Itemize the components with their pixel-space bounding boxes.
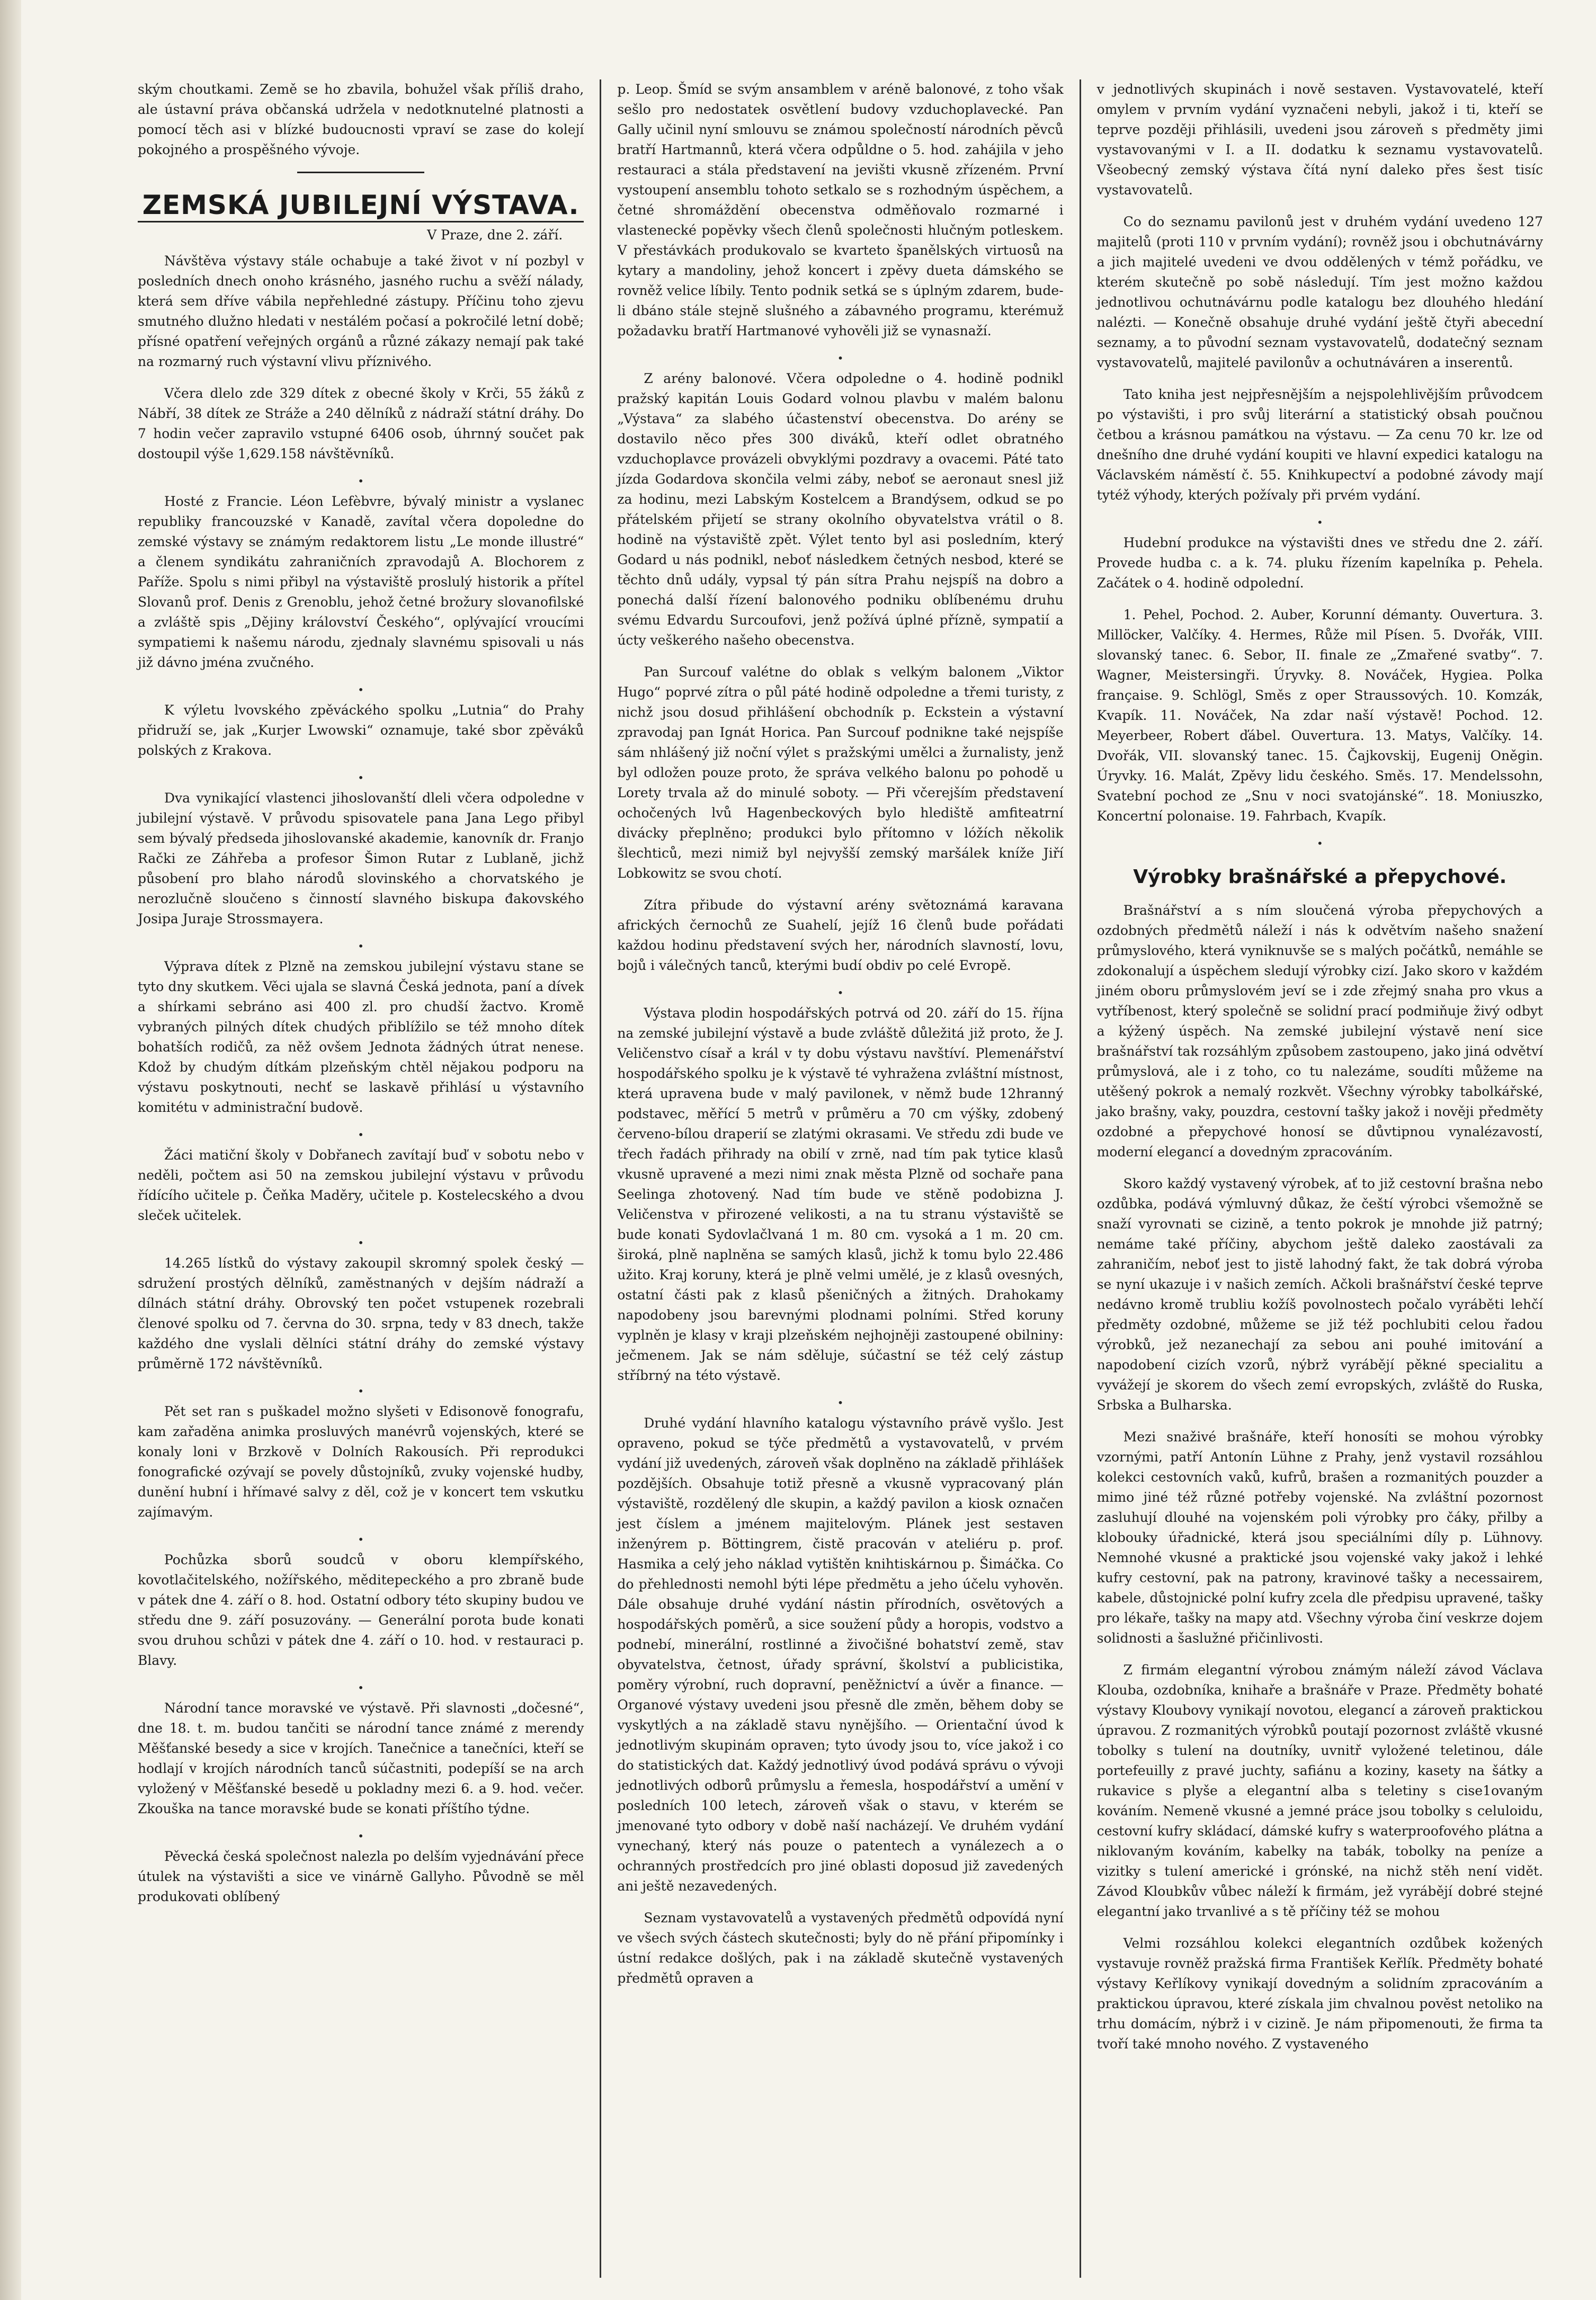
item-separator: • bbox=[837, 352, 844, 364]
item-separator: • bbox=[358, 683, 364, 696]
article-paragraph: Národní tance moravské ve výstavě. Při slavnosti „dočesné“, dne 18. t. m. budou tančiti se národní tance známé z merendy Měšťanské besedy a sice v krojích. Tanečnice a tanečníci, kteří se hodlají v krojích národních tanců súčastniti, podepíší se na arch vyložený v Měšťanské besedě u pokladny mezi 6. a 9. hod. večer. Zkouška na tance moravské bude se konati příštího týdne. bbox=[138, 1700, 584, 1816]
article-paragraph: v jednotlivých skupinách i nově sestaven. Vystavovatelé, kteří omylem v prvním vydání vyznačeni nebyli, jakož i ti, kteří se teprve později přihlásili, uvedeni jsou zároveň s předměty jimi vystavovanými v I. a II. dodatku k seznamu vystavovatelů. Všeobecný zemský výstava čítá nyní daleko přes šest tisíc vystavovatelů. bbox=[1096, 82, 1543, 198]
article-paragraph: Seznam vystavovatelů a vystavených předmětů odpovídá nyní ve všech svých částech skutečnosti; byly do ně přání připomínky i ústní redakce došlých, pak i na základě skutečně vystavených předmětů opraven a bbox=[617, 1910, 1064, 1986]
item-separator: • bbox=[837, 986, 844, 999]
article-paragraph: Co do seznamu pavilonů jest v druhém vydání uvedeno 127 majitelů (proti 110 v prvním vydání); rovněž jsou i obchutnávárny a jich majitelé uvedeni ve dvou oddělených v témž pořádku, ve kterém skutečně po sobě následují. Tím jest možno každou jednotlivou ochutnávárnu podle katalogu bez dlouhého hledání nalézti. — Konečně obsahuje druhé vydání ještě čtyři abecední seznamy, a to původní seznam vystavovatelů, dodatečný seznam vystavovatelů, majitelé pavilonův a ochutnáváren a inserentů. bbox=[1096, 214, 1543, 370]
article-paragraph: Brašnářství a s ním sloučená výroba přepychových a ozdobných předmětů náleží i nás k odvětvím našeho snažení průmyslového, která vyniknuvše se s malých počátků, nemáhle se zdokonalují a úspěchem sledují výrobky cizí. Jako skoro v každém jiném oboru průmyslovém jeví se i zde zřejmý snaha pro vkus a vytříbenost, který společně se solidní prací podmiňuje živý odbyt a kýžený úspěch. Na zemské jubilejní výstavě není sice brašnářství tak rozsáhlým způsobem zastoupeno, jako jiná odvětví průmyslová, ale i z toho, co tu nalezáme, soudíti můžeme na utěšený pokrok a nemalý rozkvět. Všechny výrobky tabolkářské, jako brašny, vaky, pouzdra, cestovní tašky jakož i nověji předměty ozdobné a přepychové honosí se důvtipnou vynalézavostí, moderní elegancí a dovedným zpracováním. bbox=[1096, 903, 1543, 1160]
article-paragraph: Skoro každý vystavený výrobek, ať to již cestovní brašna nebo ozdůbka, podává výmluvný důkaz, že čeští výrobci všemožně se snaží vyrovnati se cizině, a tento pokrok je mnohde již patrný; nemáme také příčiny, abychom ještě daleko zaostávali za zahraničím, neboť jest to jistě lahodný fakt, že tak dobrá výroba se nyní ukazuje i v našich zemích. Ačkoli brašnářství české teprve nedávno kromě trubliu kožíš povolnostech počalo vyráběti lehčí předměty ozdobné, můžeme se již též pochlubiti celou řadou výrobků, jež nezanechají za sebou ani pouhé imitování a napodobení cizích vzorů, nýbrž vyrábějí pěkné specialitu a vyvážejí je skorem do všech zemí evropských, zvláště do Ruska, Srbska a Bulharska. bbox=[1096, 1176, 1543, 1413]
columns-container bbox=[122, 79, 1559, 2278]
article-paragraph: Včera dlelo zde 329 dítek z obecné školy v Krči, 55 žáků z Nábří, 38 dítek ze Stráže a 240 dělníků z nádraží státní dráhy. Do 7 hodin večer zapravilo vstupné 6406 osob, úhrnný součet pak dostoupil výše 1,629.158 návštěvníků. bbox=[138, 386, 584, 461]
article-paragraph: Z firmám elegantní výrobou známým náleží závod Václava Klouba, ozdobníka, knihaře a brašnáře v Praze. Předměty bohaté výstavy Kloubovy vynikají novotou, elegancí a zároveň praktickou úpravou. Z rozmanitých výrobků poutají pozornost zvláště vkusné tobolky s tulení na doutníky, uvnitř vyložené teletinou, dále portefeuilly z pravé juchty, safiánu a koziny, kasety na šátky a rukavice s plyše a elegantní alba s teletiny s cise1ovaným kováním. Nemeně vkusné a jemné práce jsou tobolky s celuloidu, cestovní kufry skládací, dámské kufry s waterproofového plátna a niklovaným kováním, kabelky na tabák, tobolky na peníze a vizitky s tulení americké i grónské, na nichž stěh není vidět. Závod Kloubkův vůbec náleží k firmám, jež vyrábějí dobré stejné elegantní jako trvanlivé a s tě příčiny též se mohou bbox=[1096, 1662, 1543, 1919]
article-paragraph: Návštěva výstavy stále ochabuje a také život v ní pozbyl v posledních dnech onoho krásného, jasného ruchu a svěží nálady, která sem dříve vábila nepřehledné zástupy. Příčinu toho zjevu smutného dlužno hledati v nestálém počasí a pokročilé letní době; přísné opatření veřejných orgánů a různé zákazy nemají pak také na rozmarný ruch výstavní vlivu příznivého. bbox=[138, 253, 584, 369]
article-paragraph: 1. Pehel, Pochod. 2. Auber, Korunní démanty. Ouvertura. 3. Millöcker, Valčíky. 4. Hermes, Růže mil Písen. 5. Dvořák, VIII. slovanský tanec. 6. Sebor, II. finale ze „Zmařené svatby“. 7. Wagner, Meistersingři. Úryvky. 8. Nováček, Hygiea. Polka française. 9. Schlögl, Směs z oper Straussových. 10. Komzák, Kvapík. 11. Nováček, Na zdar naší výstavě! Pochod. 12. Meyerbeer, Robert ďábel. Ouvertura. 13. Matys, Valčíky. 14. Dvořák, VII. slovanský tanec. 15. Čajkovskij, Eugenij Oněgin. Úryvky. 16. Malát, Zpěvy lidu českého. Směs. 17. Mendelssohn, Svatební pochod ze „Snu v noci svatojánské“. 18. Moniuszko, Koncertní polonaise. 19. Fahrbach, Kvapík. bbox=[1096, 607, 1543, 824]
article-heading: Výrobky brašnářské a přepychové. bbox=[1133, 866, 1507, 888]
item-separator: • bbox=[1316, 516, 1323, 529]
item-separator: • bbox=[358, 1128, 364, 1141]
dateline: V Praze, dne 2. září. bbox=[427, 227, 563, 243]
article-paragraph: Výstava plodin hospodářských potrvá od 20. září do 15. října na zemské jubilejní výstavě a bude zvláště důležitá již proto, že J. Veličenstvo císař a král v ty dobu výstavu navštíví. Plemenářství hospodářského spolku je k výstavě té vyhražena zvláštní místnost, která upravena bude v malý pavilonek, v němž bude 12hranný podstavec, měřící 5 metrů v průměru a 70 cm výšky, zdobený červeno-bílou draperií se zlatými okrasami. Ve středu zdi bude ve třech řadách přihrady na obilí v zrně, nad tím pak tytice klasů vkusně upravené a mezi nimi znak města Plzně od sochaře pana Seelinga zhotovený. Nad tím bude ve stěně podobizna J. Veličenstva v přirozené velikosti, a na tu stranu výstaviště se bude konati Sydovlačlvaná 1 m. 80 cm. vysoká a 1 m. 20 cm. široká, plně naplněna se samých klasů, jichž k tomu bylo 22.486 užito. Kraj koruny, která je plně velmi umělé, je z klasů ovesných, ostatní části pak z klasů pšeničných a žitných. Drahokamy napodobeny jsou barevnými plodnami polními. Střed koruny vyplněn je klasy v kraji plzeňském nejhojněji zastoupené obilniny: ječmenem. Jak se nám sděluje, súčastní se též celý zástup stříbrný na této výstavě. bbox=[617, 1005, 1064, 1383]
section-heading: ZEMSKÁ JUBILEJNÍ VÝSTAVA. bbox=[138, 189, 584, 222]
article-paragraph: Tato kniha jest nejpřesnějším a nejspolehlivějším průvodcem po výstavišti, i pro svůj literární a statistický obsah poučnou četbou a krásnou památkou na výstavu. — Za cenu 70 kr. lze od dnešního dne druhé vydání koupiti ve hlavní expedici katalogu na Václavském náměstí č. 55. Knihkupectví a podobné závody mají tytéž výhody, kterých požívaly při prvém vydání. bbox=[1096, 387, 1543, 503]
article-paragraph: K výletu lvovského zpěváckého spolku „Lutnia“ do Prahy přidruží se, jak „Kurjer Lwowski“ oznamuje, také sbor zpěváků polských z Krakova. bbox=[138, 702, 584, 758]
article-paragraph: Mezi snaživé brašnáře, kteří honosíti se mohou výrobky vzornými, patří Antonín Lühne z Prahy, jenž vystavil rozsáhlou kolekci cestovních vaků, kufrů, brašen a rozmanitých pouzder a mimo jiné též různé potřeby vojenské. Na zvláštní pozornost zasluhují dlouhé na vojenském poli výrobky pro čáky, přilby a klobouky úřadnické, která jsou speciálními díly p. Lühnovy. Nemnohé vkusné a praktické jsou vojenské vaky jakož i lehké kufry cestovní, pak na patrony, kravinové tašky a necessairem, kabele, důstojnické polní kufry zcela dle předpisu upravené, tašky pro lékaře, tašky na mapy atd. Všechny výroba činí veskrze dojem solidnosti a šaslužné přičinlivosti. bbox=[1096, 1429, 1543, 1646]
text-column-1 bbox=[122, 79, 600, 2278]
item-separator: • bbox=[837, 1396, 844, 1409]
item-separator: • bbox=[358, 940, 364, 952]
article-paragraph: Žáci matiční školy v Dobřanech zavítají buď v sobotu nebo v neděli, počtem asi 50 na zemskou jubilejní výstavu v průvodu řídícího učitele p. Čeňka Maděry, učitele p. Kostelecského a dvou sleček učitelek. bbox=[138, 1147, 584, 1223]
article-paragraph: Hosté z Francie. Léon Lefèbvre, bývalý ministr a vyslanec republiky francouzské v Kanadě, zavítal včera dopoledne do zemské výstavy se známým redaktorem listu „Le monde illustré“ a členem syndikátu zahraničních zpravodajů A. Blochorem z Paříže. Spolu s nimi přibyl na výstaviště proslulý historik a přítel Slovanů prof. Denis z Grenoblu, jehož četné brožury slovanofilské a zvláště spis „Dějiny království Českého“, oplývající vroucími sympatiemi k našemu národu, zjednaly slavnému spisovali u nás již dávno jména zvučného. bbox=[138, 494, 584, 670]
article-paragraph: Dva vynikající vlastenci jihoslovanští dleli včera odpoledne v jubilejní výstavě. V průvodu spisovatele pana Jana Lego přibyl sem bývalý předseda jihoslovanské akademie, kanovník dr. Franjo Rački ze Záhřeba a profesor Šimon Rutar z Lublaně, jichž působení pro blaho národů slovinského a chorvatského je nerozlučně sloučeno s činností slavného biskupa đakovského Josipa Juraje Strossmayera. bbox=[138, 790, 584, 926]
article-paragraph: Zítra přibude do výstavní arény světoznámá karavana afrických černochů ze Suahelí, jejíž 16 členů bude pořádati každou hodinu představení svých her, národních slavností, lovu, bojů i válečných tanců, kterými budí obdiv po celé Evropě. bbox=[617, 897, 1064, 973]
article-paragraph: p. Leop. Šmíd se svým ansamblem v aréně balonové, z toho však sešlo pro nedostatek osvětlení budovy vzduchoplavecké. Pan Gally učinil nyní smlouvu se známou společností národních pěvců bratří Hartmannů, která včera odpůldne o 5. hod. zahájila v jeho restauraci a stála představení na jevišti vkusně zřízeném. První vystoupení ansemblu tohoto setkalo se s rozhodným úspěchem, a četné shromáždění obecenstva odměňovalo rozmarné i vlastenecké popěvky všech členů společnosti hlučným potleskem. V přestávkách produkovalo se kvarteto španělských virtuosů na kytary a mandoliny, jehož koncert i zpěvy dueta dámského se rovněž velice líbily. Tento podnik setká se s úplným zdarem, bude-li dbáno stále stejně slušného a zábavného programu, kterémuž požadavku bratří Hartmanové vyhověli již se vynasnaží. bbox=[617, 82, 1064, 338]
article-paragraph: Pochůzka sborů soudců v oboru klempířského, kovotlačitelského, nožířského, měditepeckého a pro zbraně bude v pátek dne 4. září o 8. hod. Ostatní odbory této skupiny budou ve středu dne 9. září posuzovány. — Generální porota bude konati svou druhou schůzi v pátek dne 4. září o 10. hod. v restauraci p. Blavy. bbox=[138, 1552, 584, 1668]
item-separator: • bbox=[1316, 837, 1323, 850]
article-paragraph: Výprava dítek z Plzně na zemskou jubilejní výstavu stane se tyto dny skutkem. Věci ujala se slavná Česká jednota, paní a dívek a shírkami sebráno asi 400 zl. pro chudší žactvo. Kromě vybraných pilných dítek chudých přiblížilo se též mnoho dítek bohatších rodičů, za něž ovšem Jednota žádných útrat nenese. Kdož by chudým dítkám plzeňským chtěl nějakou podporu na výstavu poskytnouti, nechť se laskavě přihlásí u výstavního komitétu v administrační budově. bbox=[138, 959, 584, 1115]
item-separator: • bbox=[358, 1385, 364, 1397]
text-column-2 bbox=[600, 79, 1079, 2278]
item-separator: • bbox=[358, 1681, 364, 1694]
article-paragraph: Hudební produkce na výstavišti dnes ve středu dne 2. září. Provede hudba c. a k. 74. pluku řízením kapelníka p. Pehela. Začátek o 4. hodině odpolední. bbox=[1096, 535, 1543, 591]
article-paragraph: ským choutkami. Země se ho zbavila, bohužel však příliš draho, ale ústavní práva občanská udržela v nedotknutelné platnosti a pomocí těch asi v blízké budoucnosti vpraví se zase do kolejí pokojného a prospěšného vývoje. bbox=[138, 82, 584, 157]
item-separator: • bbox=[358, 1533, 364, 1546]
article-paragraph: 14.265 lístků do výstavy zakoupil skromný spolek český — sdružení prostých dělníků, zaměstnaných v dejším nádraží a dílnách státní dráhy. Obrovský ten počet vstupenek rozebrali členové spolku od 7. června do 30. srpna, tedy v 83 dnech, takže každého dne vyslali dělníci státní dráhy do zemské výstavy průměrně 172 návštěvníků. bbox=[138, 1255, 584, 1371]
item-separator: • bbox=[358, 771, 364, 784]
item-separator: • bbox=[358, 1236, 364, 1249]
item-separator: • bbox=[358, 475, 364, 487]
article-paragraph: Pan Surcouf valétne do oblak s velkým balonem „Viktor Hugo“ poprvé zítra o půl páté hodině odpoledne a třemi turisty, z nichž jsou dosud přihlášení obchodník p. Eckstein a výstavní zpravodaj pan Ignát Horica. Pan Surcouf podnikne také nejspíše sám nhlášený již noční výlet s pražskými umělci a žurnalisty, jenž byl odložen pouze proto, že správa velkého balonu po pohodě u Lorety trvala až do minulé soboty. — Při včerejším představení ochočených lvů Hagenbeckových bylo hlediště amfiteatrní divácky přeplněno; produkci bylo přítomno v lóžích několik šlechticů, mezi nimiž byl nejvyšší zemský maršálek kníže Jiří Lobkowitz se svou chotí. bbox=[617, 664, 1064, 881]
item-separator: • bbox=[358, 1830, 364, 1842]
text-column-3 bbox=[1080, 79, 1559, 2278]
article-paragraph: Pět set ran s puškadel možno slyšeti v Edisonově fonografu, kam zařaděna animka prosluvých manévrů vojenských, které se konaly loni v Brzkově v Dolních Rakousích. Při reprodukci fonografické ozývají se povely důstojníků, zvuky vojenské hudby, dunění hubní i hřímavé salvy z děl, což je v koncert tem vskutku zajímavým. bbox=[138, 1404, 584, 1520]
page-binding-shadow bbox=[0, 0, 21, 2300]
article-paragraph: Velmi rozsáhlou kolekci elegantních ozdůbek kožených vystavuje rovněž pražská firma František Keřlík. Předměty bohaté výstavy Keřlíkovy vynikají dovedným a solidním zpracováním a praktickou úpravou, které získala jim chvalnou pověst netoliko na trhu domácím, nýbrž i v cizině. Je nám připomenouti, že firma ta tvoří také mnoho nového. Z vystaveného bbox=[1096, 1936, 1543, 2052]
article-paragraph: Druhé vydání hlavního katalogu výstavního právě vyšlo. Jest opraveno, pokud se týče předmětů a vystavovatelů, v prvém vydání již uvedených, zároveň však doplněno na základě přihlášek pozdějších. Obsahuje totiž přesně a vkusně vypracovaný plán výstaviště, rozdělený dle skupin, a každý pavilon a kiosk označen jest číslem a jménem majitelovým. Plánek jest sestaven inženýrem p. Böttingrem, čistě pracován v ateliéru p. prof. Hasmika a celý jeho náklad vytištěn knihtiskárnou p. Šimáčka. Co do přehlednosti nemohl býti lépe předmětu a jeho účelu vyhověn. Dále obsahuje druhé vydání nástin přírodních, osvětových a hospodářských poměrů, a sice soužení půdy a horopis, vodstvo a podnebí, minerální, rostlinné a živočišné bohatství země, stav obyvatelstva, četnost, úřady správní, školství a publicistika, poměry výrobní, ruch dopravní, peněžnictví a úvěr a finance. — Organové výstavy uvedeni jsou přesně dle změn, během doby se vyskytlých a na základě stavu nynějšího. — Orientační úvod k jednotlivým skupinám opraven; tyto úvody jsou to, více jakož i co do statistických dat. Každý jednotlivý úvod podává správu o vývoji jednotlivých odborů průmyslu a řemesla, hospodářství a umění v posledních 100 letech, zároveň však o stavu, v kterém se jmenované tyto odbory v době naší nacházejí. Ve druhém vydání vynechaný, který nás pouze o patentech a vynálezech a o ochranných prostředcích pro jiné oblasti doposud již zavedených ani ještě nezavedených. bbox=[617, 1415, 1064, 1894]
article-paragraph: Z arény balonové. Včera odpoledne o 4. hodině podnikl pražský kapitán Louis Godard volnou plavbu v malém balonu „Výstava“ za slabého účastenství obecenstva. Do arény se dostavilo něco přes 300 diváků, kteří odlet obratného vzduchoplavce provázeli obvyklými pozdravy a ovacemi. Páté tato jízda Godardova skončila velmi záby, neboť se aeronaut snesl již za hodinu, mezi Labským Kostelcem a Brandýsem, odkud se po přátelském přijetí se strany okolního obyvatelstva vrátil o 8. hodině na výstaviště zpět. Výlet tento byl asi posledním, který Godard u nás podnikl, neboť následkem četných nesbod, které se těchto dnů udály, vypsal tý pán sítra Prahu nejspíš na dobro a ponechá další řízení balonového podniku oblíbenému druhu svému Edvardu Surcoufovi, jenž požívá úplné přízně, sympatií a úcty veškerého našeho obecenstva. bbox=[617, 371, 1064, 648]
section-divider bbox=[297, 172, 424, 173]
article-paragraph: Pěvecká česká společnost nalezla po delším vyjednávání přece útulek na výstavišti a sice ve vinárně Gallyho. Původně se měl produkovati oblíbený bbox=[138, 1849, 584, 1904]
